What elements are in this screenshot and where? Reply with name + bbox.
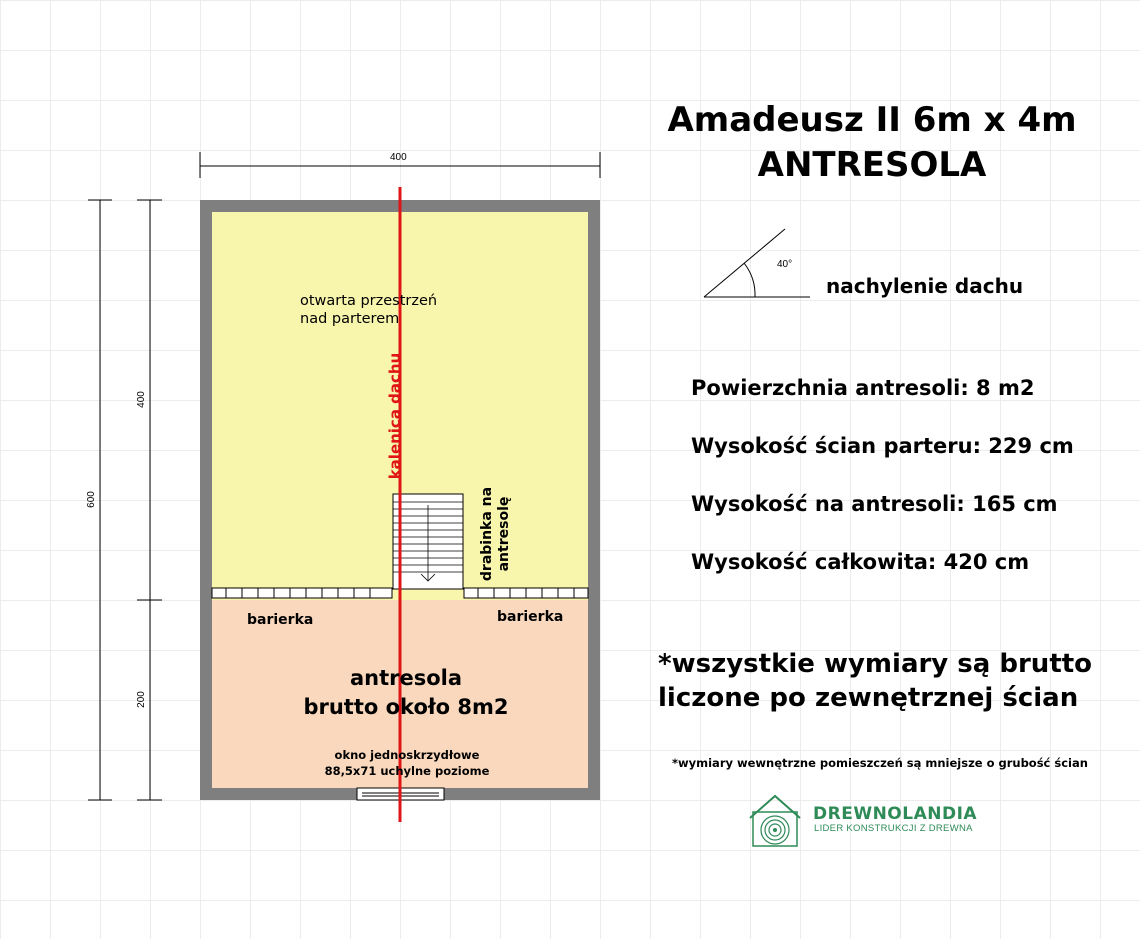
note-brutto-line2: liczone po zewnętrznej ścian [658,683,1079,713]
window-label [307,747,507,779]
open-space-label-line1: otwarta przestrzeń [300,293,438,309]
mezzanine-label-line2: brutto około 8m2 [303,695,509,719]
barrier-left-shape [212,588,392,598]
window-label-line1: okno jednoskrzydłowe [334,748,480,762]
open-space-label-line2: nad parterem [300,311,400,327]
dimension-left-parts [137,200,162,800]
open-space-label [300,292,437,328]
roof-angle-label: 40° [777,259,793,270]
dimension-left-total-label: 600 [85,491,97,508]
page-title: Amadeusz II 6m x 4m [667,100,1077,140]
page-subtitle: ANTRESOLA [757,145,987,185]
ladder-label [479,479,513,589]
dimension-left-upper-label: 400 [135,391,147,408]
logo-name: DREWNOLANDIA [813,804,978,824]
note-brutto-line1: *wszystkie wymiary są brutto [658,649,1093,679]
barrier-right-label: barierka [497,609,564,625]
ladder-label-line1: drabinka na [479,486,495,582]
stat-mezzanine-area: Powierzchnia antresoli: 8 m2 [691,376,1035,400]
drewnolandia-house-icon [750,796,800,846]
mezzanine-label-line1: antresola [349,666,463,690]
stat-total-height: Wysokość całkowita: 420 cm [691,550,1030,574]
window-label-line2: 88,5x71 uchylne poziome [324,764,490,778]
logo-tagline: LIDER KONSTRUKCJI Z DREWNA [814,823,973,834]
stat-mezzanine-height: Wysokość na antresoli: 165 cm [691,492,1058,516]
barrier-left-label: barierka [247,612,314,628]
stat-wall-height: Wysokość ścian parteru: 229 cm [691,434,1074,458]
ladder-shape [393,494,463,589]
roof-slope-label: nachylenie dachu [826,274,1024,298]
note-internal: *wymiary wewnętrzne pomieszczeń są mniejsze o grubość ścian [672,756,1088,770]
dimension-left-lower-label: 200 [135,691,147,708]
dimension-top-label: 400 [390,152,407,163]
barrier-right-shape [464,588,588,598]
ridge-label: kalenica dachu [386,352,404,480]
roof-angle-symbol [704,229,810,297]
mezzanine-label [256,664,556,722]
ladder-label-line2: antresolę [496,496,512,572]
